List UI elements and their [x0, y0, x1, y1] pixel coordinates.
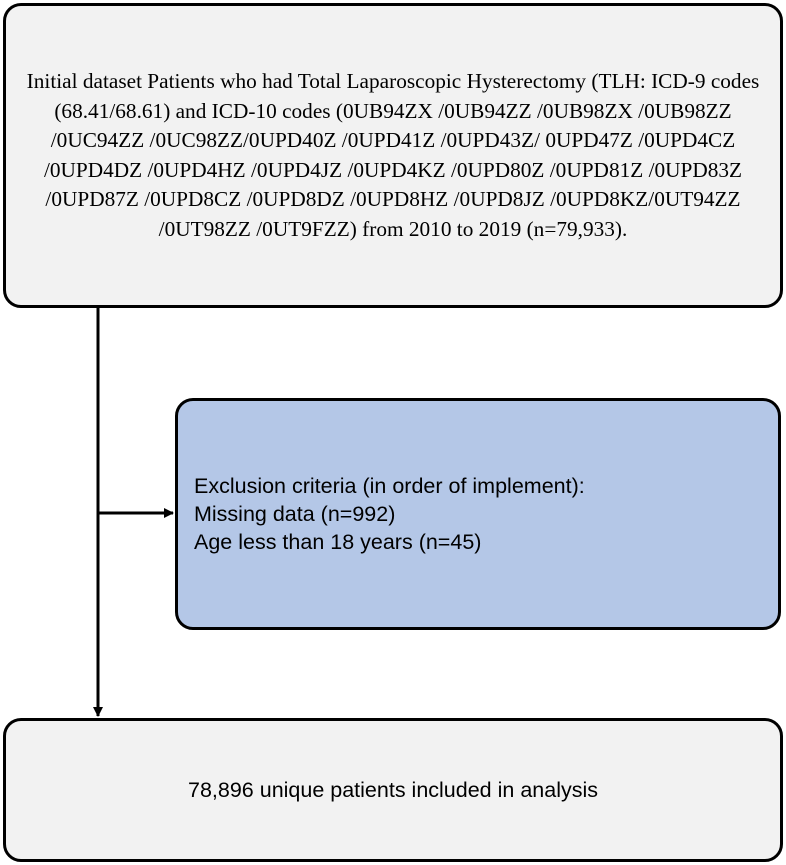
- initial-dataset-text: Initial dataset Patients who had Total Laparoscopic Hysterectomy (TLH: ICD-9 codes (68.41/68.61) and ICD-10 codes (0UB94ZX /0UB94ZZ /0UB98ZX /0UB98ZZ /0UC94ZZ /0UC98ZZ/0UPD40Z /0UPD41Z /0UPD43Z/ 0UPD47Z /0UPD4CZ /0UPD4DZ /0UPD4HZ /0UPD4JZ /0UPD4KZ /0UPD80Z /0UPD81Z /0UPD83Z /0UPD87Z /0UPD8CZ /0UPD8DZ /0UPD8HZ /0UPD8JZ /0UPD8KZ/0UT94ZZ /0UT98ZZ /0UT9FZZ) from 2010 to 2019 (n=79,933).: [26, 69, 760, 241]
- exclusion-item-age: Age less than 18 years (n=45): [194, 530, 482, 554]
- exclusion-item-missing-data: Missing data (n=992): [194, 502, 396, 526]
- exclusion-heading: Exclusion criteria (in order of implement):: [194, 474, 585, 498]
- final-cohort-text: 78,896 unique patients included in analysis: [188, 777, 598, 802]
